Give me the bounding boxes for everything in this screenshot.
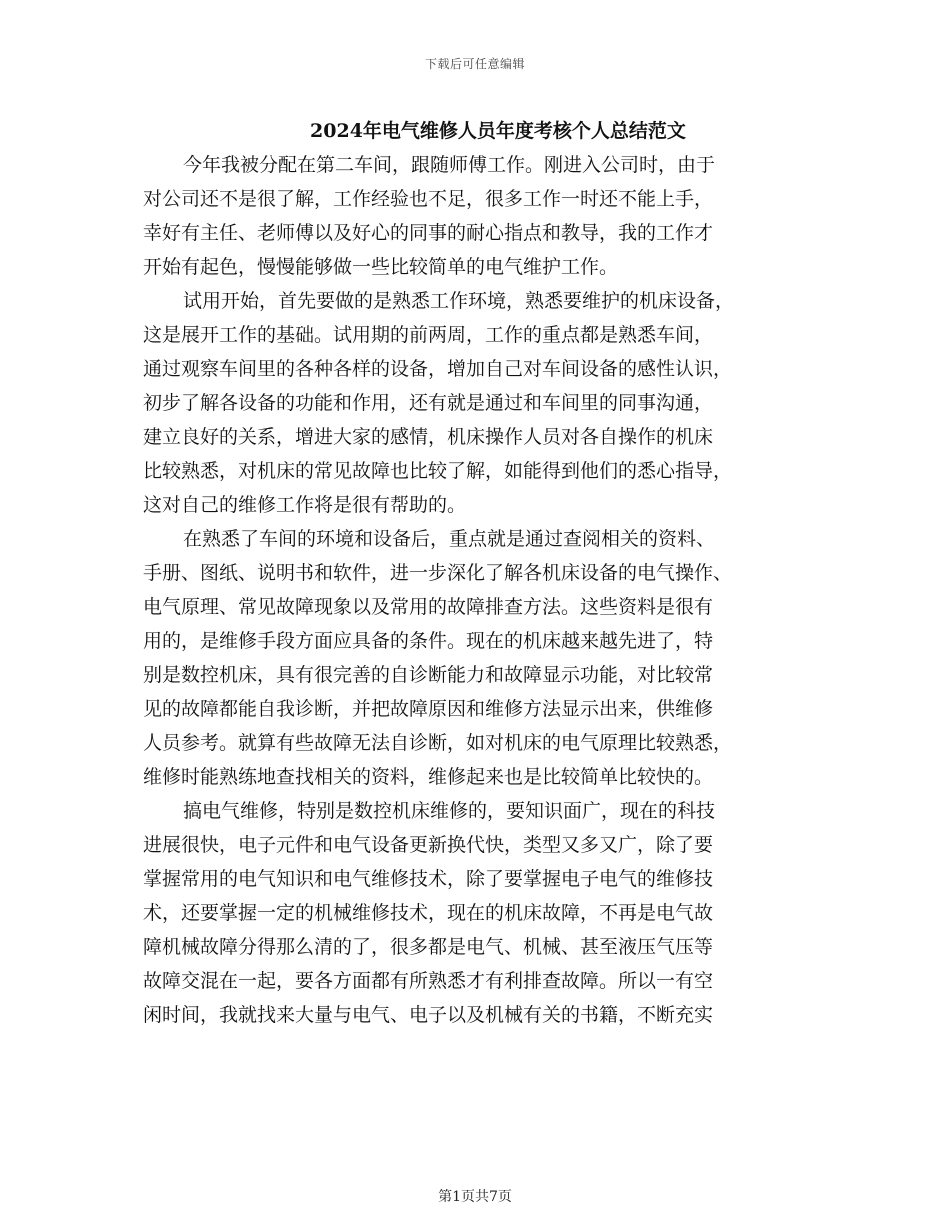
paragraph-line: 手册、图纸、说明书和软件，进一步深化了解各机床设备的电气操作、 [143, 562, 733, 584]
paragraph-line: 初步了解各设备的功能和作用，还有就是通过和车间里的同事沟通， [143, 392, 714, 414]
paragraph-line: 用的，是维修手段方面应具备的条件。现在的机床越来越先进了，特 [143, 630, 714, 652]
paragraph-line: 见的故障都能自我诊断，并把故障原因和维修方法显示出来，供维修 [143, 698, 714, 720]
paragraph-line: 这是展开工作的基础。试用期的前两周，工作的重点都是熟悉车间， [143, 324, 714, 346]
paragraph-line: 掌握常用的电气知识和电气维修技术，除了要掌握电子电气的维修技 [143, 868, 714, 890]
paragraph-line: 别是数控机床，具有很完善的自诊断能力和故障显示功能，对比较常 [143, 664, 714, 686]
paragraph-line: 电气原理、常见故障现象以及常用的故障排查方法。这些资料是很有 [143, 596, 714, 618]
document-body [143, 148, 808, 1032]
paragraph-line: 人员参考。就算有些故障无法自诊断，如对机床的电气原理比较熟悉， [143, 732, 733, 754]
paragraph-line: 障机械故障分得那么清的了，很多都是电气、机械、甚至液压气压等 [143, 936, 714, 958]
paragraph-line: 开始有起色，慢慢能够做一些比较简单的电气维护工作。 [143, 256, 619, 278]
header-note: 下载后可任意编辑 [424, 57, 525, 71]
paragraph-line: 闲时间，我就找来大量与电气、电子以及机械有关的书籍，不断充实 [143, 1004, 714, 1026]
paragraph-line: 试用开始，首先要做的是熟悉工作环境，熟悉要维护的机床设备， [183, 290, 735, 312]
paragraph-line: 幸好有主任、老师傅以及好心的同事的耐心指点和教导，我的工作才 [143, 222, 714, 244]
paragraph-line: 进展很快，电子元件和电气设备更新换代快，类型又多又广，除了要 [143, 834, 714, 856]
paragraph-line: 今年我被分配在第二车间，跟随师傅工作。刚进入公司时，由于 [183, 154, 716, 176]
paragraph-line: 建立良好的关系，增进大家的感情，机床操作人员对各自操作的机床 [143, 426, 714, 448]
paragraph-line: 术，还要掌握一定的机械维修技术，现在的机床故障，不再是电气故 [143, 902, 714, 924]
document-title: 2024年电气维修人员年度考核个人总结范文 [310, 120, 686, 142]
paragraph-line: 对公司还不是很了解，工作经验也不足，很多工作一时还不能上手， [143, 188, 714, 210]
paragraph-line: 比较熟悉，对机床的常见故障也比较了解，如能得到他们的悉心指导， [143, 460, 733, 482]
paragraph-line: 这对自己的维修工作将是很有帮助的。 [143, 494, 467, 516]
page-footer: 第1页共7页 [438, 1189, 512, 1205]
paragraph-line: 通过观察车间里的各种各样的设备，增加自己对车间设备的感性认识， [143, 358, 733, 380]
paragraph-line: 在熟悉了车间的环境和设备后，重点就是通过查阅相关的资料、 [183, 528, 716, 550]
paragraph-line: 搞电气维修，特别是数控机床维修的，要知识面广，现在的科技 [183, 800, 716, 822]
paragraph-line: 维修时能熟练地查找相关的资料，维修起来也是比较简单比较快的。 [143, 766, 714, 788]
paragraph-line: 故障交混在一起，要各方面都有所熟悉才有利排查故障。所以一有空 [143, 970, 714, 992]
